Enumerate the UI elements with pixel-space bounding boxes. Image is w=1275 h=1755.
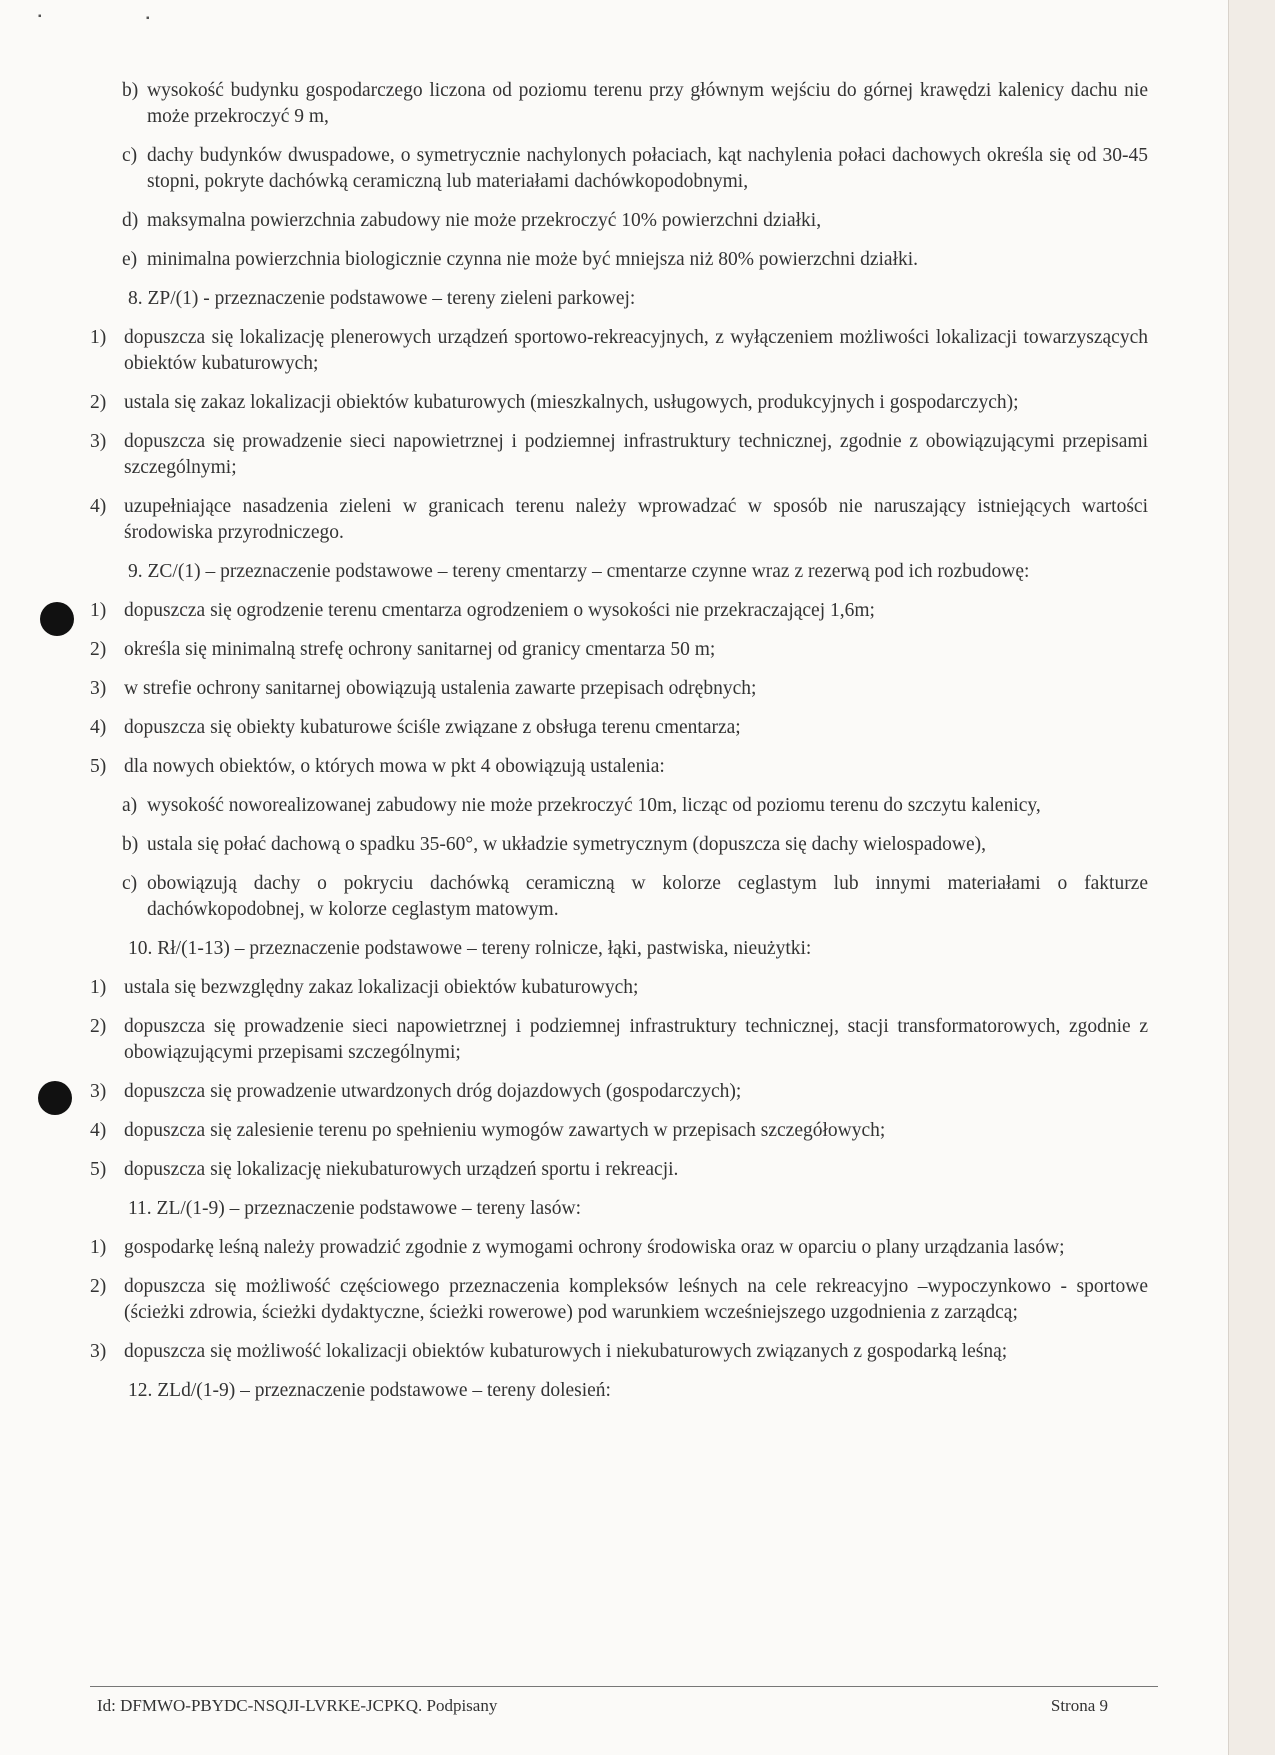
list-item: c) dachy budynków dwuspadowe, o symetrycznie nachylonych połaciach, kąt nachylenia połaci dachowych określa się od 30-45 stopni, pokryte dachówką ceramiczną lub materiałami dachówkopodobnymi, [122, 145, 1148, 192]
section-heading: 10. Rł/(1-13) – przeznaczenie podstawowe – tereny rolnicze, łąki, pastwiska, nieużytki: [128, 938, 812, 959]
list-item: 1) ustala się bezwzględny zakaz lokalizacji obiektów kubaturowych; [90, 977, 639, 998]
list-item: 1) dopuszcza się ogrodzenie terenu cmentarza ogrodzeniem o wysokości nie przekraczającej 1,6m; [90, 600, 875, 621]
document-id: Id: DFMWO-PBYDC-NSQJI-LVRKE-JCPKQ. Podpisany [97, 1696, 498, 1715]
list-item: 3) dopuszcza się prowadzenie sieci napowietrznej i podziemnej infrastruktury technicznej, zgodnie z obowiązującymi przepisami szczególnymi; [90, 431, 1148, 478]
list-item: b) wysokość budynku gospodarczego liczona od poziomu terenu przy głównym wejściu do górnej krawędzi kalenicy dachu nie może przekroczyć 9 m, [122, 80, 1148, 127]
list-item: 4) uzupełniające nasadzenia zieleni w granicach terenu należy wprowadzać w sposób nie naruszający istniejących wartości środowiska przyrodniczego. [90, 496, 1148, 543]
list-item: 4) dopuszcza się zalesienie terenu po spełnieniu wymogów zawartych w przepisach szczegółowych; [90, 1120, 886, 1141]
scan-speck: ▪ [38, 11, 42, 22]
list-item: 4) dopuszcza się obiekty kubaturowe ściśle związane z obsługa terenu cmentarza; [90, 717, 741, 738]
page-number: Strona 9 [1050, 1696, 1108, 1715]
section-heading: 8. ZP/(1) - przeznaczenie podstawowe – tereny zieleni parkowej: [128, 288, 636, 309]
list-item: 2) określa się minimalną strefę ochrony sanitarnej od granicy cmentarza 50 m; [90, 639, 716, 660]
list-item: 2) dopuszcza się prowadzenie sieci napowietrznej i podziemnej infrastruktury technicznej, stacji transformatorowych, zgodnie z obowiązującymi przepisami szczególnymi; [90, 1016, 1148, 1063]
punch-hole [38, 1081, 72, 1115]
list-item: 5) dla nowych obiektów, o których mowa w pkt 4 obowiązują ustalenia: [90, 756, 665, 777]
scan-speck: ▪ [146, 13, 150, 24]
punch-hole [40, 602, 74, 636]
document-body [90, 78, 1148, 1417]
section-heading: 11. ZL/(1-9) – przeznaczenie podstawowe – tereny lasów: [128, 1198, 582, 1219]
footer-divider [90, 1686, 1158, 1687]
list-item: d) maksymalna powierzchnia zabudowy nie może przekroczyć 10% powierzchni działki, [122, 210, 822, 231]
list-item: 3) w strefie ochrony sanitarnej obowiązują ustalenia zawarte przepisach odrębnych; [90, 678, 757, 699]
section-heading: 9. ZC/(1) – przeznaczenie podstawowe – tereny cmentarzy – cmentarze czynne wraz z rezerwą pod ich rozbudowę: [128, 561, 1030, 582]
list-item: 2) ustala się zakaz lokalizacji obiektów kubaturowych (mieszkalnych, usługowych, produkcyjnych i gospodarczych); [90, 392, 1019, 413]
list-item: 1) gospodarkę leśną należy prowadzić zgodnie z wymogami ochrony środowiska oraz w oparciu o plany urządzania lasów; [90, 1237, 1065, 1258]
list-item: e) minimalna powierzchnia biologicznie czynna nie może być mniejsza niż 80% powierzchni działki. [122, 249, 919, 270]
section-heading: 12. ZLd/(1-9) – przeznaczenie podstawowe – tereny dolesień: [128, 1380, 611, 1401]
sub-list-item: b) ustala się połać dachową o spadku 35-60°, w układzie symetrycznym (dopuszcza się dachy wielospadowe), [122, 834, 986, 855]
list-item: 5) dopuszcza się lokalizację niekubaturowych urządzeń sportu i rekreacji. [90, 1159, 679, 1180]
list-item: 1) dopuszcza się lokalizację plenerowych urządzeń sportowo-rekreacyjnych, z wyłączeniem możliwości lokalizacji towarzyszących obiektów kubaturowych; [90, 327, 1148, 374]
list-item: 2) dopuszcza się możliwość częściowego przeznaczenia kompleksów leśnych na cele rekreacyjno –wypoczynkowo - sportowe (ścieżki zdrowia, ścieżki dydaktyczne, ścieżki rowerowe) pod warunkiem wcześniejszego uzgodnienia z zarządcą; [90, 1276, 1148, 1323]
sub-list-item: c) obowiązują dachy o pokryciu dachówką ceramiczną w kolorze ceglastym lub innymi materiałami o fakturze dachówkopodobnej, w kolorze ceglastym matowym. [122, 873, 1148, 920]
list-item: 3) dopuszcza się możliwość lokalizacji obiektów kubaturowych i niekubaturowych związanych z gospodarką leśną; [90, 1341, 1008, 1362]
list-item: 3) dopuszcza się prowadzenie utwardzonych dróg dojazdowych (gospodarczych); [90, 1081, 742, 1102]
sub-list-item: a) wysokość noworealizowanej zabudowy nie może przekroczyć 10m, licząc od poziomu terenu do szczytu kalenicy, [122, 795, 1041, 816]
